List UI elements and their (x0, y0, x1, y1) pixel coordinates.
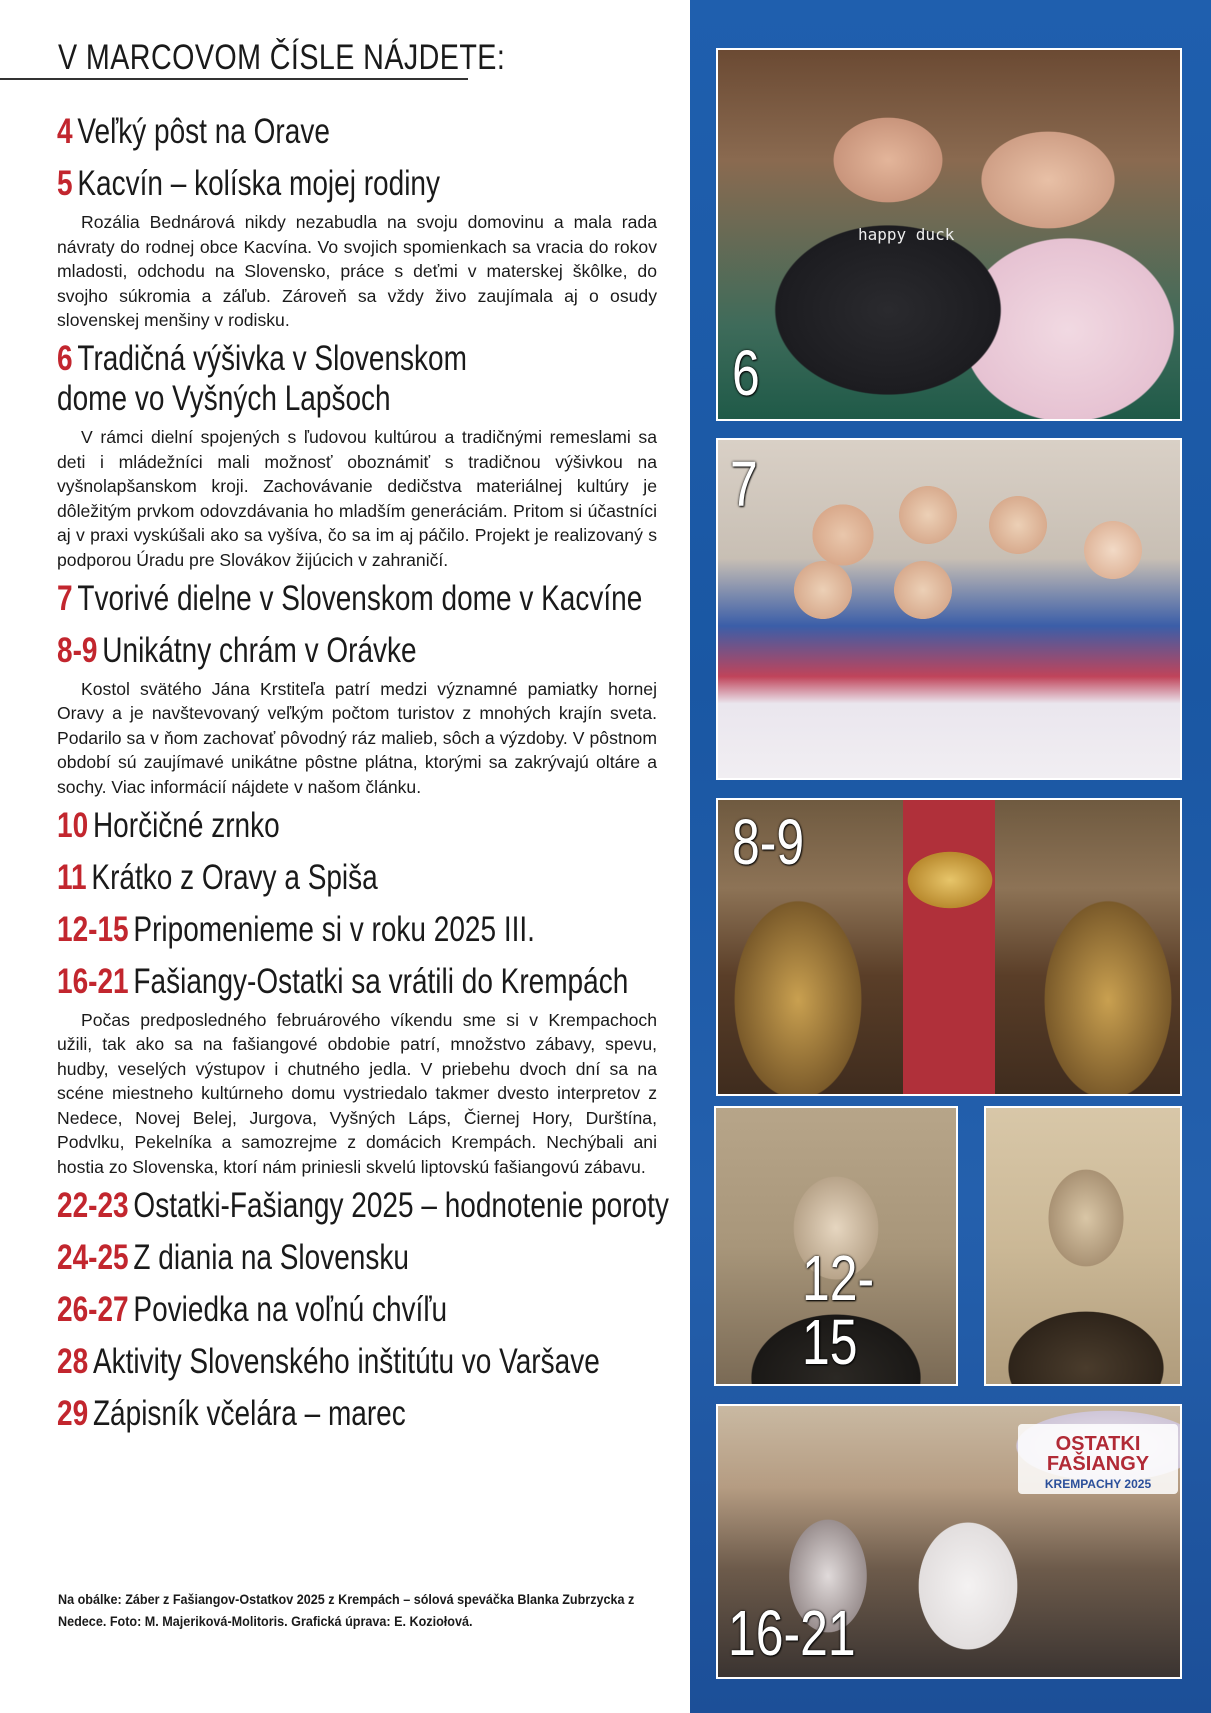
toc-entry-6[interactable] (57, 339, 657, 573)
article-title: Poviedka na voľnú chvíľu (133, 1289, 448, 1329)
article-title: Ostatki-Fašiangy 2025 – hodnotenie poroty (133, 1185, 669, 1225)
toc-entry-12-15[interactable] (57, 910, 657, 950)
article-title: Veľký pôst na Orave (77, 112, 330, 151)
article-summary: V rámci dielní spojených s ľudovou kultúrou a tradičnými remeslami sa deti i mládežníci mali možnosť oboznámiť s tradičnou výšivkou na vyšnolapšanskom kroji. Zachovávanie dedičstva materiálnej kultúry je dôležitým prvkom odovzdávania ho mladším generáciám. Pritom si účastníci aj v praxi vyskúšali ako sa vyšíva, čo sa im aj páčilo. Projekt je realizovaný s podporou Úradu pre Slovákov žijúcich v zahraničí. (57, 426, 657, 570)
photo-label: 8-9 (732, 806, 805, 878)
photo-label: 6 (732, 337, 760, 409)
toc-entry-16-21[interactable] (57, 962, 657, 1180)
page-number: 8-9 (57, 630, 98, 670)
toc-entry-22-23[interactable] (57, 1185, 669, 1226)
article-title: Tvorivé dielne v Slovenskom dome v Kacvíne (77, 578, 643, 618)
shirt-text: happy duck (858, 225, 955, 244)
page-number: 5 (57, 164, 73, 203)
article-title: Aktivity Slovenského inštitútu vo Varšave (92, 1341, 600, 1381)
article-title: Z diania na Slovensku (133, 1237, 409, 1277)
toc-entry-5[interactable] (57, 164, 657, 333)
banner-line: KREMPACHY 2025 (1044, 1477, 1152, 1491)
photo-panel (690, 0, 1211, 1713)
page-title: V MARCOVOM ČÍSLE NÁJDETE: (58, 38, 506, 77)
article-title: Fašiangy-Ostatki sa vrátili do Krempách (133, 961, 629, 1001)
page-number: 24-25 (57, 1237, 129, 1277)
page-number: 16-21 (57, 961, 129, 1001)
event-banner (1018, 1424, 1178, 1494)
page-number: 7 (57, 578, 73, 618)
toc-entry-4[interactable] (57, 112, 657, 152)
article-summary: Kostol svätého Jána Krstiteľa patrí medzi významné pamiatky hornej Oravy a je navštevovaný veľkým počtom turistov z mnohých krajín sveta. Podarilo sa v ňom zachovať pôvodný ráz malieb, sôch a výzdoby. V pôstnom období sú zaujímavé unikátne pôstne plátna, ktorými sa zakrývajú oltáre a sochy. Viac informácií nájdete v našom článku. (57, 678, 657, 797)
photo-label: 7 (730, 448, 758, 520)
toc-entry-29[interactable] (57, 1394, 657, 1434)
photo-embroidery-girls (716, 48, 1182, 421)
photo-workshop-children (716, 438, 1182, 780)
article-title: Zápisník včelára – marec (92, 1393, 406, 1433)
page-number: 11 (57, 857, 87, 897)
page-number: 28 (57, 1341, 89, 1381)
banner-line: FAŠIANGY (1046, 1453, 1150, 1475)
toc-entry-10[interactable] (57, 806, 657, 846)
page-number: 29 (57, 1393, 89, 1433)
article-title: Horčičné zrnko (92, 805, 280, 845)
page-number: 10 (57, 805, 89, 845)
page-number: 22-23 (57, 1185, 129, 1225)
photo-church-interior (716, 798, 1182, 1096)
toc-entry-11[interactable] (57, 858, 657, 898)
page-number: 12-15 (57, 909, 129, 949)
article-title: Kacvín – kolíska mojej rodiny (77, 164, 440, 203)
toc-entry-8-9[interactable] (57, 631, 657, 800)
photo-portrait-man (984, 1106, 1182, 1386)
toc-entry-7[interactable] (57, 579, 657, 619)
cover-credit: Na obálke: Záber z Fašiangov-Ostatkov 2025 z Krempách – sólová speváčka Blanka Zubrzycka z Nedece. Foto: M. Majeriková-Molitoris. Grafická úprava: E. Koziołová. (58, 1591, 635, 1629)
page-number: 4 (57, 112, 73, 151)
toc-entry-26-27[interactable] (57, 1290, 657, 1330)
photo-label: 16-21 (728, 1597, 856, 1669)
article-title: Unikátny chrám v Orávke (102, 630, 417, 670)
toc-entry-28[interactable] (57, 1342, 657, 1382)
page-number: 6 (57, 338, 73, 378)
article-title: Krátko z Oravy a Spiša (91, 857, 378, 897)
page-number: 26-27 (57, 1289, 129, 1329)
article-summary: Rozália Bednárová nikdy nezabudla na svoju domovinu a mala rada návraty do rodnej obce Kacvína. Vo svojich spomienkach sa vracia do rokov mladosti, odchodu na Slovensko, práce s deťmi v materskej škôlke, do svojho súkromia a záľub. Zároveň sa vždy živo zaujímala aj o osudy slovenskej menšiny v rodisku. (57, 212, 657, 331)
table-of-contents (57, 112, 669, 1436)
toc-entry-24-25[interactable] (57, 1238, 657, 1278)
article-title: Tradičná výšivka v Slovenskom dome vo Vyšných Lapšoch (57, 338, 467, 418)
banner-line: OSTATKI (1055, 1433, 1141, 1455)
article-summary: Počas predposledného februárového víkendu sme si v Krempachoch užili, tak ako sa na fašiangové obdobie patrí, množstvo zábavy, spevu, hudby, veselých výstupov i chutného jedla. V priebehu dvoch dní sa na scéne miestneho kultúrneho domu vystriedalo takmer dvesto interpretov z Nedece, Novej Belej, Jurgova, Vyšných Láps, Čiernej Hory, Durštína, Podvlku, Pekelníka a samozrejme z domácich Krempách. Nechýbali ani hostia zo Slovenska, ktorí nám priniesli skvelú liptovskú fašiangovú zábavu. (57, 1009, 657, 1178)
photo-carnival-dancers (716, 1404, 1182, 1679)
title-underline (0, 78, 468, 80)
photo-portrait-older-man (714, 1106, 958, 1386)
article-title: Pripomenieme si v roku 2025 III. (133, 909, 535, 949)
photo-label: 12-15 (802, 1242, 875, 1378)
